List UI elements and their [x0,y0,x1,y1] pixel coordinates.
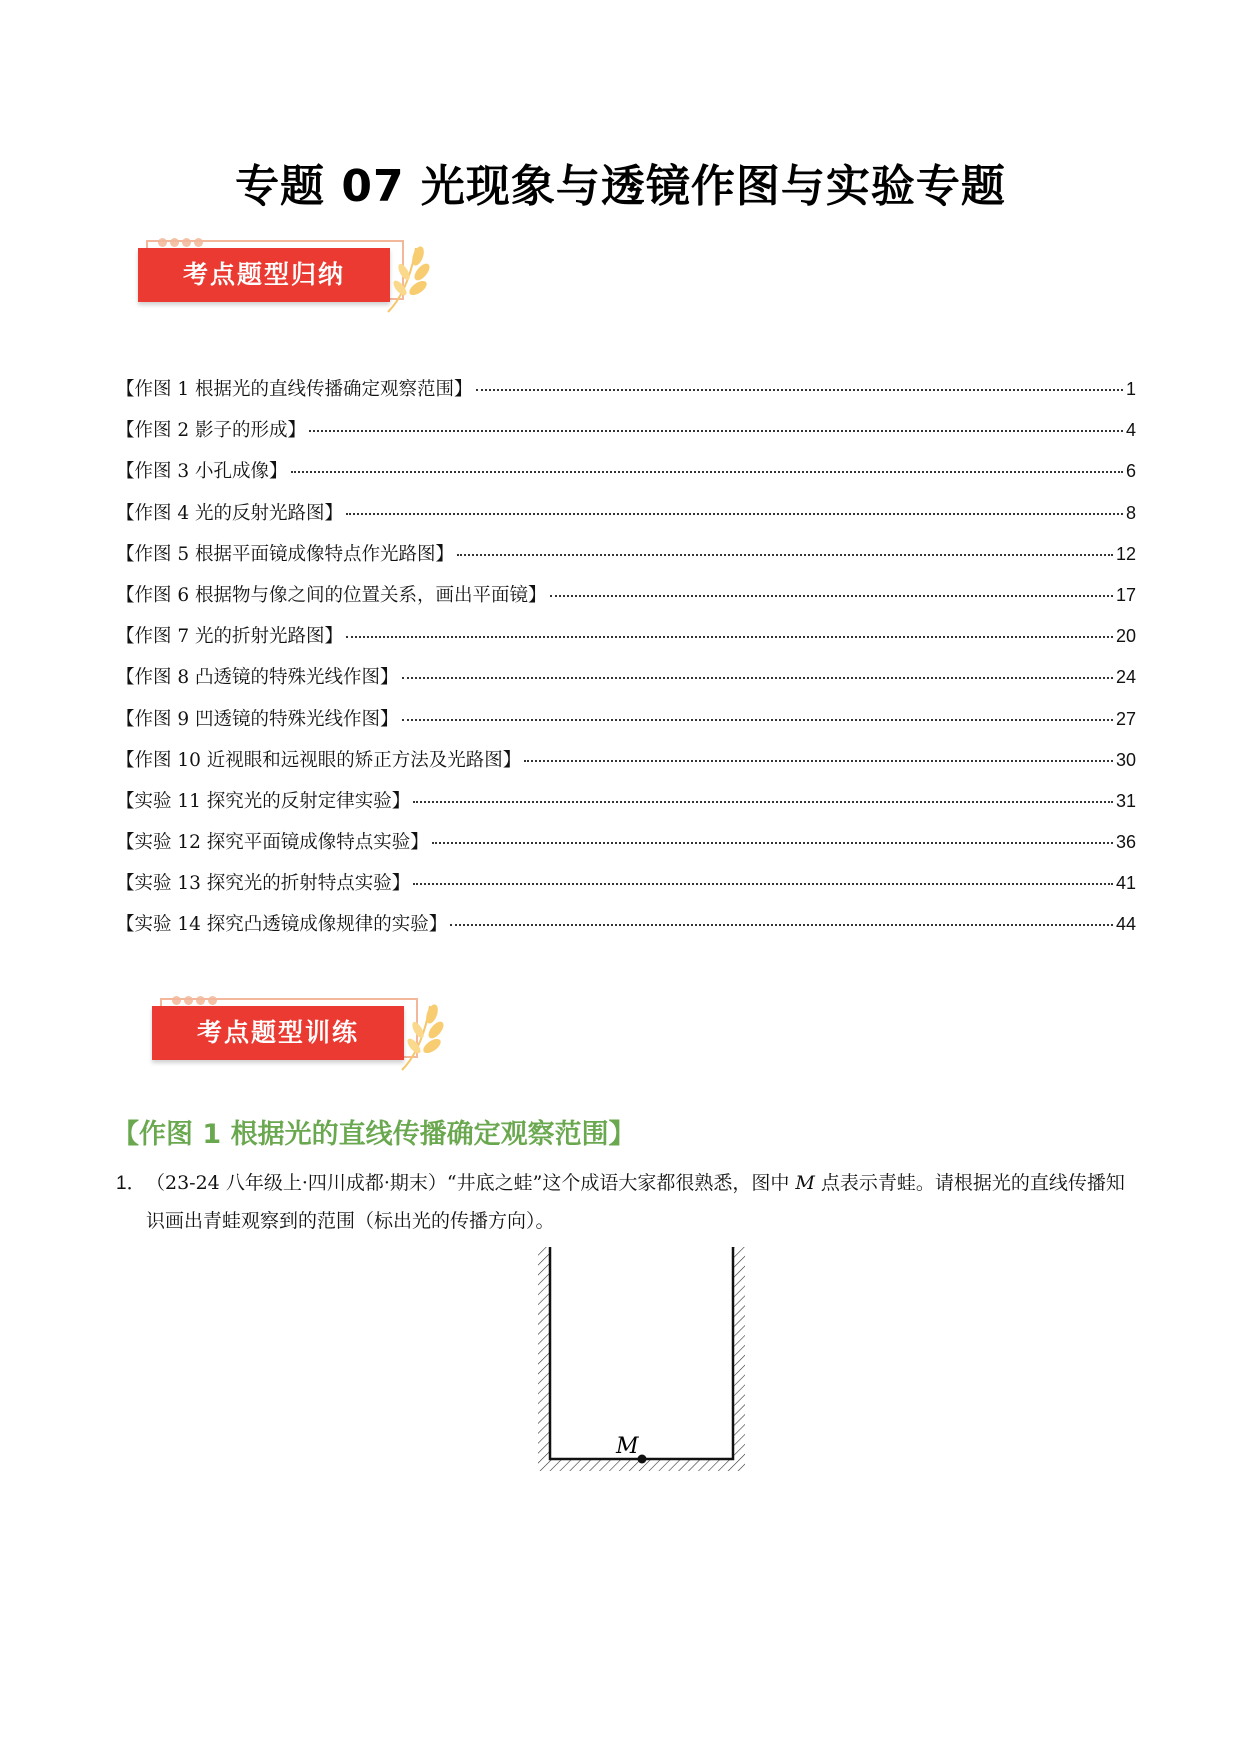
toc-title: 【实验 11 探究光的反射定律实验】 [116,790,411,812]
training-banner [152,990,452,1074]
toc-page: 6 [1125,461,1136,482]
toc-row[interactable] [116,869,1136,910]
toc-leader [309,430,1123,432]
toc-title: 【实验 14 探究凸透镜成像规律的实验】 [116,914,448,936]
question-text-part1: “井底之蛙”这个成语大家都很熟悉，图中 [446,1172,796,1194]
toc-leader [402,677,1113,679]
toc-leader [432,842,1113,844]
toc-row[interactable] [116,540,1136,581]
frog-point-dot [638,1455,647,1464]
table-of-contents [116,375,1136,952]
banner-label: 考点题型训练 [196,1018,359,1047]
toc-title: 【实验 12 探究平面镜成像特点实验】 [116,832,429,854]
section-heading: 【作图 1 根据光的直线传播确定观察范围】 [112,1119,636,1150]
toc-leader [413,801,1113,803]
toc-page: 31 [1115,790,1136,811]
toc-leader [457,554,1113,556]
toc-leader [413,883,1113,885]
toc-title: 【实验 13 探究光的折射特点实验】 [116,873,411,895]
toc-title: 【作图 9 凹透镜的特殊光线作图】 [116,708,399,730]
toc-leader [550,595,1113,597]
toc-page: 36 [1115,832,1136,853]
well-diagram [528,1245,748,1485]
question-text-part2: 点表示青蛙。请根据光的直线传播知识画出青蛙观察到的范围（标出光的传播方向）。 [146,1172,1125,1232]
toc-leader [524,760,1113,762]
toc-leader [346,636,1113,638]
toc-page: 27 [1115,708,1136,729]
toc-title: 【作图 5 根据平面镜成像特点作光路图】 [116,543,455,565]
toc-page: 20 [1115,626,1136,647]
right-wall-hatch [733,1247,745,1459]
wheat-leaf-icon [396,1000,452,1074]
toc-row[interactable] [116,375,1136,416]
question-source: （23-24 八年级上·四川成都·期末） [146,1172,447,1194]
toc-title: 【作图 3 小孔成像】 [116,461,288,483]
toc-page: 41 [1115,873,1136,894]
toc-row[interactable] [116,787,1136,828]
banner-label: 考点题型归纳 [182,260,345,289]
toc-page: 1 [1125,379,1136,399]
toc-title: 【作图 1 根据光的直线传播确定观察范围】 [116,379,473,400]
frog-point-symbol: M [795,1172,815,1194]
toc-title: 【作图 10 近视眼和远视眼的矫正方法及光路图】 [116,749,522,771]
question-text [146,1164,1126,1240]
toc-row[interactable] [116,828,1136,869]
toc-row[interactable] [116,746,1136,787]
toc-leader [476,389,1123,391]
toc-leader [402,719,1113,721]
toc-leader [450,924,1113,926]
toc-row[interactable] [116,581,1136,622]
toc-page: 17 [1115,584,1136,605]
page-title: 专题 07 光现象与透镜作图与实验专题 [235,161,1006,212]
toc-title: 【作图 7 光的折射光路图】 [116,626,344,648]
toc-row[interactable] [116,457,1136,498]
toc-page: 24 [1115,667,1136,688]
summary-banner [138,232,438,316]
toc-leader [291,471,1123,473]
question-number: 1． [116,1173,146,1194]
toc-title: 【作图 8 凸透镜的特殊光线作图】 [116,667,399,689]
toc-page: 44 [1115,914,1136,935]
frog-point-label: M [616,1434,639,1459]
toc-row[interactable] [116,705,1136,746]
toc-leader [346,513,1123,515]
toc-row[interactable] [116,663,1136,704]
toc-row[interactable] [116,416,1136,457]
toc-title: 【作图 6 根据物与像之间的位置关系，画出平面镜】 [116,584,547,606]
left-wall-hatch [538,1247,550,1459]
banner-box [138,248,390,302]
toc-page: 8 [1125,502,1136,523]
toc-page: 4 [1125,420,1136,441]
well-outline [550,1247,733,1459]
toc-title: 【作图 4 光的反射光路图】 [116,502,344,524]
toc-row[interactable] [116,499,1136,540]
toc-page: 30 [1115,749,1136,770]
wheat-leaf-icon [382,242,438,316]
toc-row[interactable] [116,622,1136,663]
toc-page: 12 [1115,543,1136,564]
toc-row[interactable] [116,910,1136,951]
toc-title: 【作图 2 影子的形成】 [116,420,307,442]
banner-box [152,1006,404,1060]
